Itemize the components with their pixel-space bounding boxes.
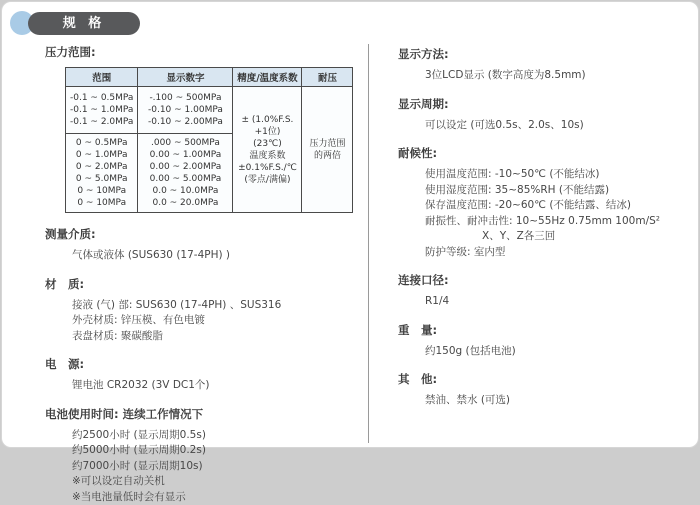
section-label: 其 他: — [385, 371, 690, 387]
section-label: 测量介质: — [32, 226, 364, 242]
header-display: 显示数字 — [138, 68, 233, 87]
display-cell-group2: .000 ~ 500MPa 0.00 ~ 1.00MPa 0.00 ~ 2.00MPa 0.00 ~ 5.00MPa 0.0 ~ 10.0MPa 0.0 ~ 20.0MPa — [138, 134, 233, 213]
section-display-method — [385, 46, 690, 84]
section-label: 材 质: — [32, 276, 364, 292]
table-header-row — [66, 68, 353, 87]
section-label: 电 源: — [32, 356, 364, 372]
spec-sheet — [1, 1, 699, 448]
column-divider — [368, 44, 369, 443]
spec-line: 锂电池 CR2032 (3V DC1个) — [72, 378, 364, 394]
header-proof: 耐压 — [302, 68, 353, 87]
section-material — [32, 276, 364, 345]
accuracy-cell: ± (1.0%F.S. +1位) (23℃) 温度系数 ±0.1%F.S./℃ (零点/满偏) — [233, 87, 302, 213]
proof-pressure-cell: 压力范围 的两倍 — [302, 87, 353, 213]
spec-line: 约7000小时 (显示周期10s) — [72, 459, 364, 475]
section-battery-life — [32, 406, 364, 505]
section-label: 耐候性: — [385, 145, 690, 161]
spec-line: R1/4 — [425, 294, 690, 310]
spec-line: 表盘材质: 聚碳酸脂 — [72, 329, 364, 345]
table-row-group1 — [66, 87, 353, 134]
section-display-period — [385, 96, 690, 134]
section-measuring-medium — [32, 226, 364, 264]
spec-line: 接液 (气) 部: SUS630 (17-4PH) 、SUS316 — [72, 298, 364, 314]
section-other — [385, 371, 690, 409]
spec-line: 气体或液体 (SUS630 (17-4PH) ) — [72, 248, 364, 264]
spec-line: ※当电池量低时会有显示 — [72, 490, 364, 505]
spec-line: 耐振性、耐冲击性: 10~55Hz 0.75mm 100m/S² — [425, 214, 690, 230]
range-cell-group2: 0 ~ 0.5MPa 0 ~ 1.0MPa 0 ~ 2.0MPa 0 ~ 5.0MPa 0 ~ 10MPa 0 ~ 10MPa — [66, 134, 138, 213]
spec-line: 使用湿度范围: 35~85%RH (不能结露) — [425, 183, 690, 199]
spec-line: 约5000小时 (显示周期0.2s) — [72, 443, 364, 459]
spec-line: 约2500小时 (显示周期0.5s) — [72, 428, 364, 444]
spec-line: X、Y、Z各三回 — [425, 229, 690, 245]
section-connection-size — [385, 272, 690, 310]
header-range: 范围 — [66, 68, 138, 87]
spec-line: 3位LCD显示 (数字高度为8.5mm) — [425, 68, 690, 84]
spec-line: 约150g (包括电池) — [425, 344, 690, 360]
section-label: 显示方法: — [385, 46, 690, 62]
section-weight — [385, 322, 690, 360]
display-cell-group1: -.100 ~ 500MPa -0.10 ~ 1.00MPa -0.10 ~ 2.00MPa — [138, 87, 233, 134]
section-label: 重 量: — [385, 322, 690, 338]
header-accuracy: 精度/温度系数 — [233, 68, 302, 87]
left-column — [32, 44, 364, 505]
section-power — [32, 356, 364, 394]
spec-line: 保存温度范围: -20~60℃ (不能结露、结冰) — [425, 198, 690, 214]
range-cell-group1: -0.1 ~ 0.5MPa -0.1 ~ 1.0MPa -0.1 ~ 2.0MPa — [66, 87, 138, 134]
spec-line: ※可以设定自动关机 — [72, 474, 364, 490]
spec-line: 外壳材质: 锌压模、有色电镀 — [72, 313, 364, 329]
pressure-range-table — [65, 67, 353, 213]
spec-line: 使用温度范围: -10~50℃ (不能结冰) — [425, 167, 690, 183]
pressure-range-heading: 压力范围: — [32, 44, 364, 60]
section-label: 显示周期: — [385, 96, 690, 112]
spec-line: 可以设定 (可选0.5s、2.0s、10s) — [425, 118, 690, 134]
section-label: 连接口径: — [385, 272, 690, 288]
page-title: 规 格 — [28, 12, 140, 35]
spec-line: 防护等级: 室内型 — [425, 245, 690, 261]
right-column — [385, 46, 690, 409]
spec-line: 禁油、禁水 (可选) — [425, 393, 690, 409]
section-label: 电池使用时间: 连续工作情况下 — [32, 406, 364, 422]
section-weather-resistance — [385, 145, 690, 260]
